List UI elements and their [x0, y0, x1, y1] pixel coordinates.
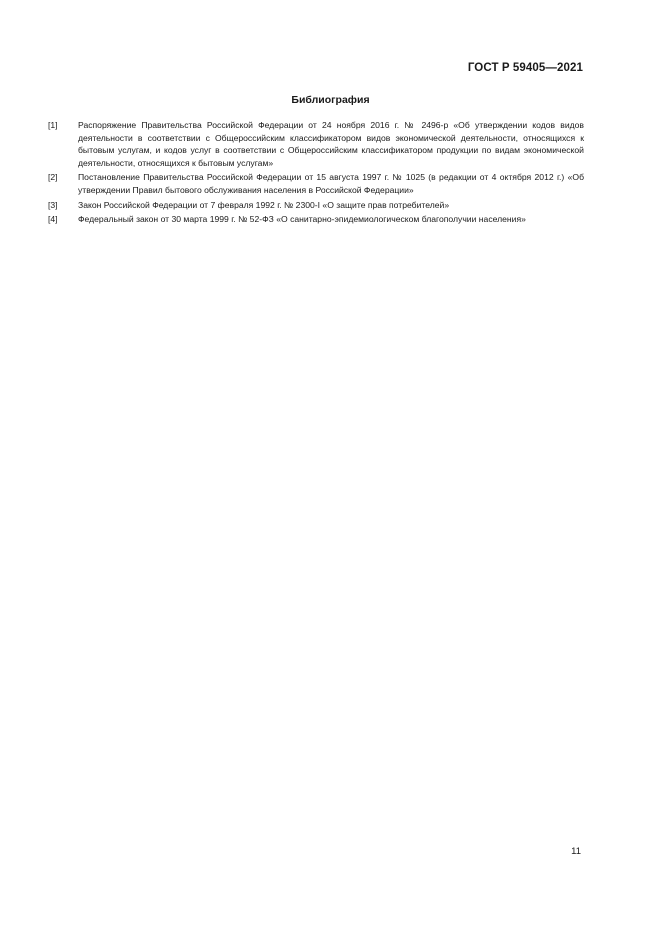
- document-code: ГОСТ Р 59405—2021: [467, 62, 583, 74]
- bibliography-entry: [48, 213, 584, 226]
- page-number: 11: [571, 846, 581, 857]
- bibliography-entry: [48, 199, 584, 212]
- bibliography-entry: [48, 119, 584, 169]
- entry-text: Распоряжение Правительства Российской Федерации от 24 ноября 2016 г. № 2496-р «Об утверждении кодов видов деятельности в соответствии с Общероссийским классификатором видов экономической деятельности, относящихся к бытовым услугам, и кодов услуг в соответствии с Общероссийским классификатором продукции по видам экономической деятельности, относящихся к бытовым услугам»: [78, 120, 584, 168]
- entry-number: [4]: [48, 214, 58, 225]
- entry-text: Федеральный закон от 30 марта 1999 г. № 52-ФЗ «О санитарно-эпидемиологическом благополучии населения»: [78, 214, 526, 225]
- entry-text: Постановление Правительства Российской Федерации от 15 августа 1997 г. № 1025 (в редакции от 4 октября 2012 г.) «Об утверждении Правил бытового обслуживания населения в Российской Федерации»: [78, 172, 584, 195]
- bibliography-entry: [48, 171, 584, 196]
- entry-text: Закон Российской Федерации от 7 февраля 1992 г. № 2300-I «О защите прав потребителей»: [78, 199, 450, 210]
- section-title: Библиография: [291, 94, 370, 106]
- bibliography-list: [48, 119, 584, 228]
- entry-number: [3]: [48, 199, 58, 210]
- entry-number: [1]: [48, 120, 58, 130]
- entry-number: [2]: [48, 172, 58, 183]
